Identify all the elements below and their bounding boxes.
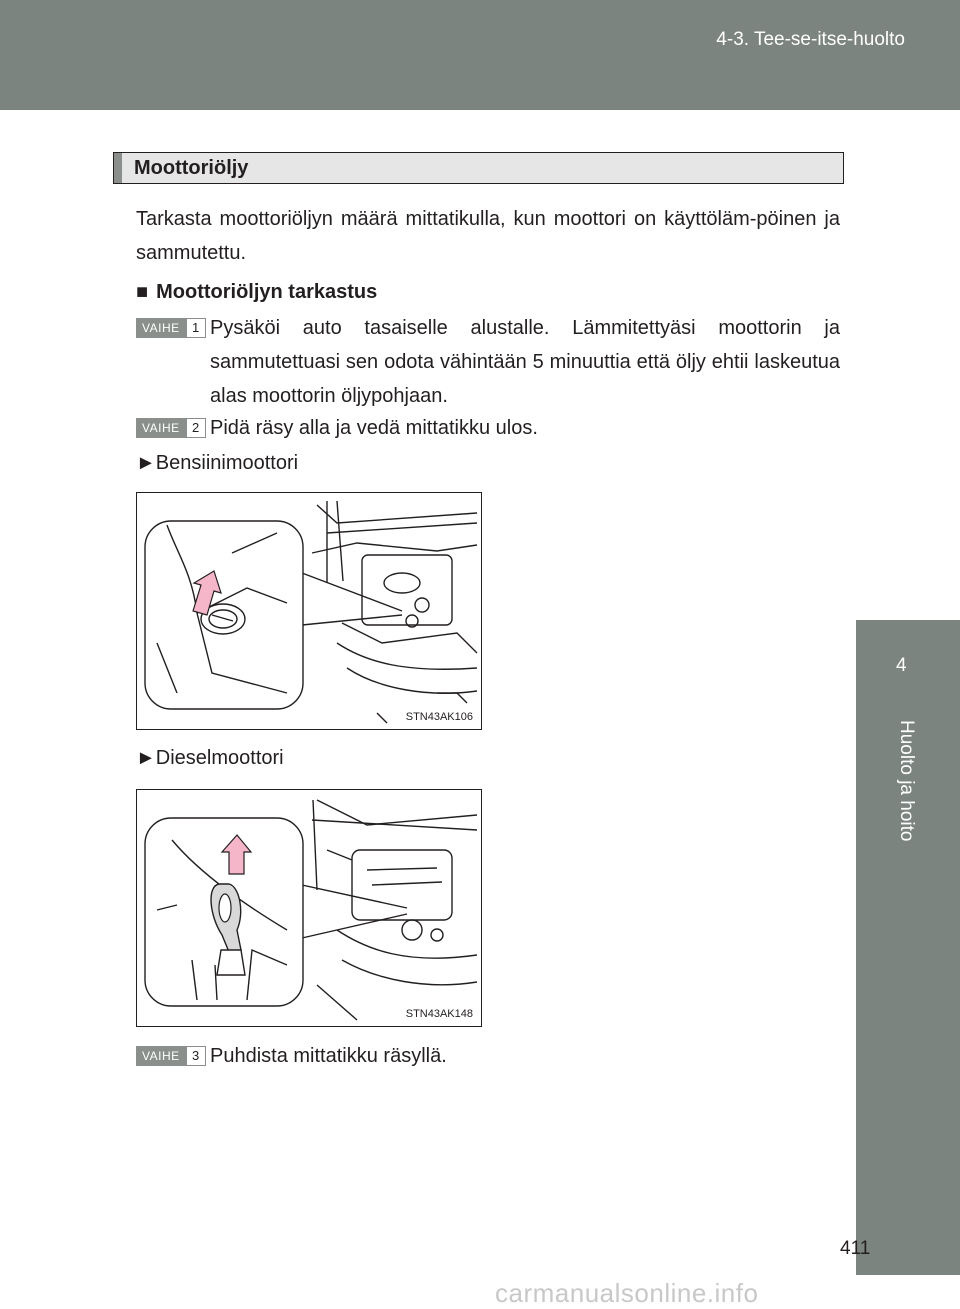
variant-petrol-label [136, 452, 298, 475]
section-title: Moottoriöljy [134, 157, 249, 179]
watermark-text: carmanualsonline.info [495, 1278, 759, 1308]
step-word: VAIHE [136, 1046, 186, 1066]
triangle-marker-icon: ► [136, 452, 156, 474]
square-bullet-icon: ■ [136, 281, 149, 303]
step-2-text: Pidä räsy alla ja vedä mittatikku ulos. [210, 417, 538, 439]
step-number: 2 [186, 418, 206, 438]
step-number: 3 [186, 1046, 206, 1066]
intro-paragraph: Tarkasta moottoriöljyn määrä mittatikulla, kun moottori on käyttöläm-pöinen ja sammutettu. [136, 208, 840, 264]
petrol-engine-illustration [137, 493, 482, 730]
dipstick-tube [217, 950, 245, 975]
page-number: 411 [840, 1238, 871, 1259]
chapter-number: 4 [896, 655, 907, 676]
step-word: VAIHE [136, 418, 186, 438]
step-2-badge [136, 418, 206, 438]
header-section-title: 4-3. Tee-se-itse-huolto [716, 29, 905, 50]
figure-code: STN43AK148 [405, 1008, 473, 1020]
page-header [0, 0, 960, 110]
diesel-engine-illustration [137, 790, 482, 1027]
step-1-badge [136, 318, 206, 338]
section-heading-stripe [114, 153, 122, 183]
chapter-title: Huolto ja hoito [896, 720, 917, 842]
figure-code: STN43AK106 [405, 711, 473, 723]
variant-petrol-text: Bensiinimoottori [155, 452, 299, 474]
step-1-text: Pysäköi auto tasaiselle alustalle. Lämmitettyäsi moottorin ja sammutettuasi sen odota vähintään 5 minuuttia että öljy ehtii laskeutua alas moottorin öljypohjaan. [210, 317, 840, 407]
variant-diesel-label [136, 747, 284, 770]
variant-diesel-text: Dieselmoottori [155, 747, 284, 769]
step-number: 1 [186, 318, 206, 338]
figure-diesel-engine [136, 789, 482, 1027]
triangle-marker-icon: ► [136, 747, 156, 769]
step-3-badge [136, 1046, 206, 1066]
subsection-title: Moottoriöljyn tarkastus [156, 281, 378, 303]
subsection-heading [136, 281, 377, 304]
step-word: VAIHE [136, 318, 186, 338]
figure-petrol-engine [136, 492, 482, 730]
step-3-text: Puhdista mittatikku räsyllä. [210, 1045, 447, 1067]
section-heading-bar [113, 152, 844, 184]
dipstick-ring-hole [219, 894, 231, 922]
chapter-side-tab [856, 620, 960, 1275]
